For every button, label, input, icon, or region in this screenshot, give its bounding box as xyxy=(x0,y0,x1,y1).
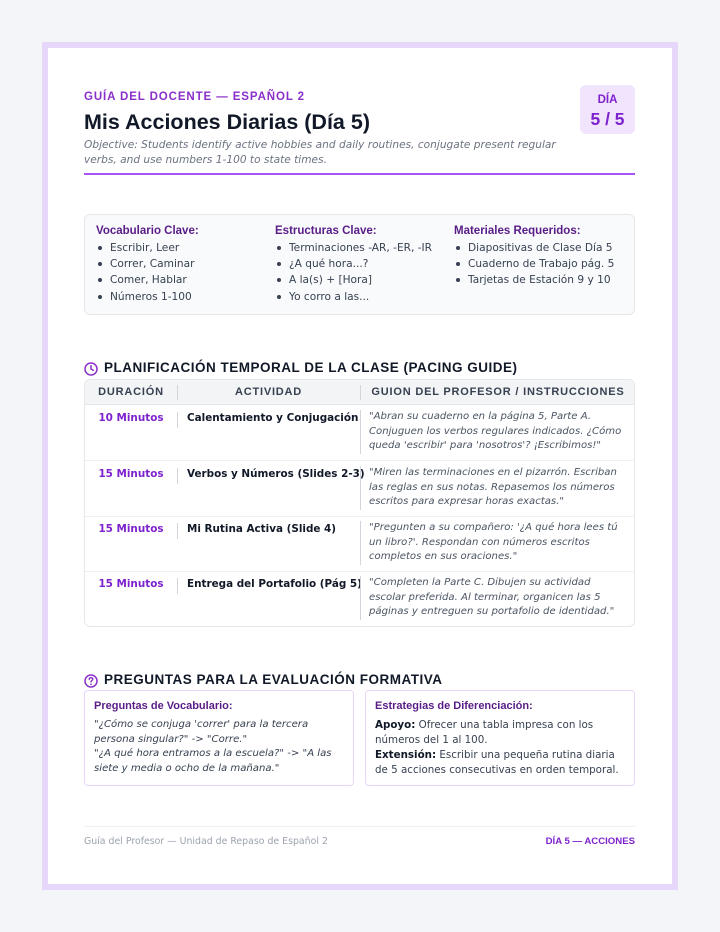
materials-item: Diapositivas de Clase Día 5 xyxy=(454,240,629,256)
materials-list xyxy=(454,240,629,289)
vocabulary-question: "¿Cómo se conjuga 'correr' para la tercera persona singular?" -> "Corre." xyxy=(94,719,309,745)
table-row xyxy=(85,406,635,461)
extension-strategy xyxy=(375,748,625,777)
support-text: Ofrecer una tabla impresa con los números del 1 al 100. xyxy=(375,719,594,746)
footer-left-text: Guía del Profesor — Unidad de Repaso de Español 2 xyxy=(84,836,328,847)
materials-item: Cuaderno de Trabajo pág. 5 xyxy=(454,256,629,272)
extension-label: Extensión: xyxy=(375,749,437,762)
vocabulary-question: "¿A qué hora entramos a la escuela?" -> "A las siete y media o ocho de la mañana." xyxy=(94,748,332,774)
vocabulary-questions-box xyxy=(84,690,354,786)
row-activity: Calentamiento y Conjugación xyxy=(177,412,360,428)
lesson-summary-box xyxy=(84,214,635,315)
materials-item: Tarjetas de Estación 9 y 10 xyxy=(454,272,629,288)
structures-item: Yo corro a las... xyxy=(275,289,450,305)
structures-list xyxy=(275,240,450,305)
column-header-duration: DURACIÓN xyxy=(98,386,164,398)
pacing-section-heading xyxy=(84,360,635,380)
row-activity: Mi Rutina Activa (Slide 4) xyxy=(177,523,360,539)
table-row xyxy=(85,462,635,517)
row-duration: 15 Minutos xyxy=(98,468,164,480)
page-frame xyxy=(42,42,678,890)
vocabulary-list xyxy=(96,240,271,305)
vocabulary-item: Correr, Caminar xyxy=(96,256,271,272)
row-activity: Entrega del Portafolio (Pág 5) xyxy=(177,578,360,594)
structures-item: A la(s) + [Hora] xyxy=(275,272,450,288)
assessment-section-heading xyxy=(84,672,635,692)
vocabulary-questions-title: Preguntas de Vocabulario: xyxy=(94,700,233,712)
materials-column xyxy=(454,225,629,289)
row-teacher-script: "Completen la Parte C. Dibujen su actividad escolar preferida. Al terminar, organicen las 5 páginas y entreguen su portafolio de identidad." xyxy=(360,576,630,620)
pacing-table-header xyxy=(85,380,635,405)
row-duration: 15 Minutos xyxy=(98,523,164,535)
row-duration: 10 Minutos xyxy=(98,412,164,424)
table-row xyxy=(85,572,635,627)
vocabulary-item: Números 1-100 xyxy=(96,289,271,305)
structures-title: Estructuras Clave: xyxy=(275,225,377,237)
structures-item: ¿A qué hora...? xyxy=(275,256,450,272)
lesson-objective: Objective: Students identify active hobbies and daily routines, conjugate present regular verbs, and use numbers 1-100 to state times. xyxy=(84,139,556,166)
footer-divider xyxy=(84,826,635,827)
structures-column xyxy=(275,225,450,305)
row-duration: 15 Minutos xyxy=(98,578,164,590)
materials-title: Materiales Requeridos: xyxy=(454,225,581,237)
vocabulary-item: Escribir, Leer xyxy=(96,240,271,256)
column-header-script: GUION DEL PROFESOR / INSTRUCCIONES xyxy=(371,386,625,398)
page-title: Mis Acciones Diarias (Día 5) xyxy=(84,110,370,134)
structures-item: Terminaciones -AR, -ER, -IR xyxy=(275,240,450,256)
footer-right-text: DÍA 5 — ACCIONES xyxy=(545,836,635,847)
day-badge-label: DÍA xyxy=(597,94,618,106)
page-header xyxy=(84,48,635,174)
vocabulary-column xyxy=(96,225,271,305)
vocabulary-item: Comer, Hablar xyxy=(96,272,271,288)
row-teacher-script: "Miren las terminaciones en el pizarrón. Escriban las reglas en sus notas. Repasemos los números escritos para expresar horas exactas." xyxy=(360,466,630,510)
support-label: Apoyo: xyxy=(375,719,416,731)
row-teacher-script: "Abran su cuaderno en la página 5, Parte A. Conjuguen los verbos regulares indicados. ¿Cómo queda 'escribir' para 'nosotros'? ¡Escribimos!" xyxy=(360,410,630,454)
differentiation-title: Estrategias de Diferenciación: xyxy=(375,700,533,712)
support-strategy xyxy=(375,718,625,747)
extension-text: Escribir una pequeña rutina diaria de 5 acciones consecutivas en orden temporal. xyxy=(375,749,619,776)
row-activity: Verbos y Números (Slides 2-3) xyxy=(177,468,360,484)
table-row xyxy=(85,517,635,572)
question-circle-icon xyxy=(84,674,98,688)
column-header-activity: ACTIVIDAD xyxy=(234,386,303,398)
day-badge-value: 5 / 5 xyxy=(590,109,625,129)
row-teacher-script: "Pregunten a su compañero: '¿A qué hora lees tú un libro?'. Respondan con números escritos completos en sus oraciones." xyxy=(360,521,630,565)
pacing-section-title: PLANIFICACIÓN TEMPORAL DE LA CLASE (PACING GUIDE) xyxy=(104,360,518,375)
page-kicker: GUÍA DEL DOCENTE — ESPAÑOL 2 xyxy=(84,91,305,103)
header-divider xyxy=(84,173,635,175)
vocabulary-title: Vocabulario Clave: xyxy=(96,225,199,237)
day-badge xyxy=(580,85,635,134)
pacing-table xyxy=(84,379,635,627)
clock-icon xyxy=(84,362,98,376)
assessment-section-title: PREGUNTAS PARA LA EVALUACIÓN FORMATIVA xyxy=(104,672,443,687)
differentiation-box xyxy=(365,690,635,786)
